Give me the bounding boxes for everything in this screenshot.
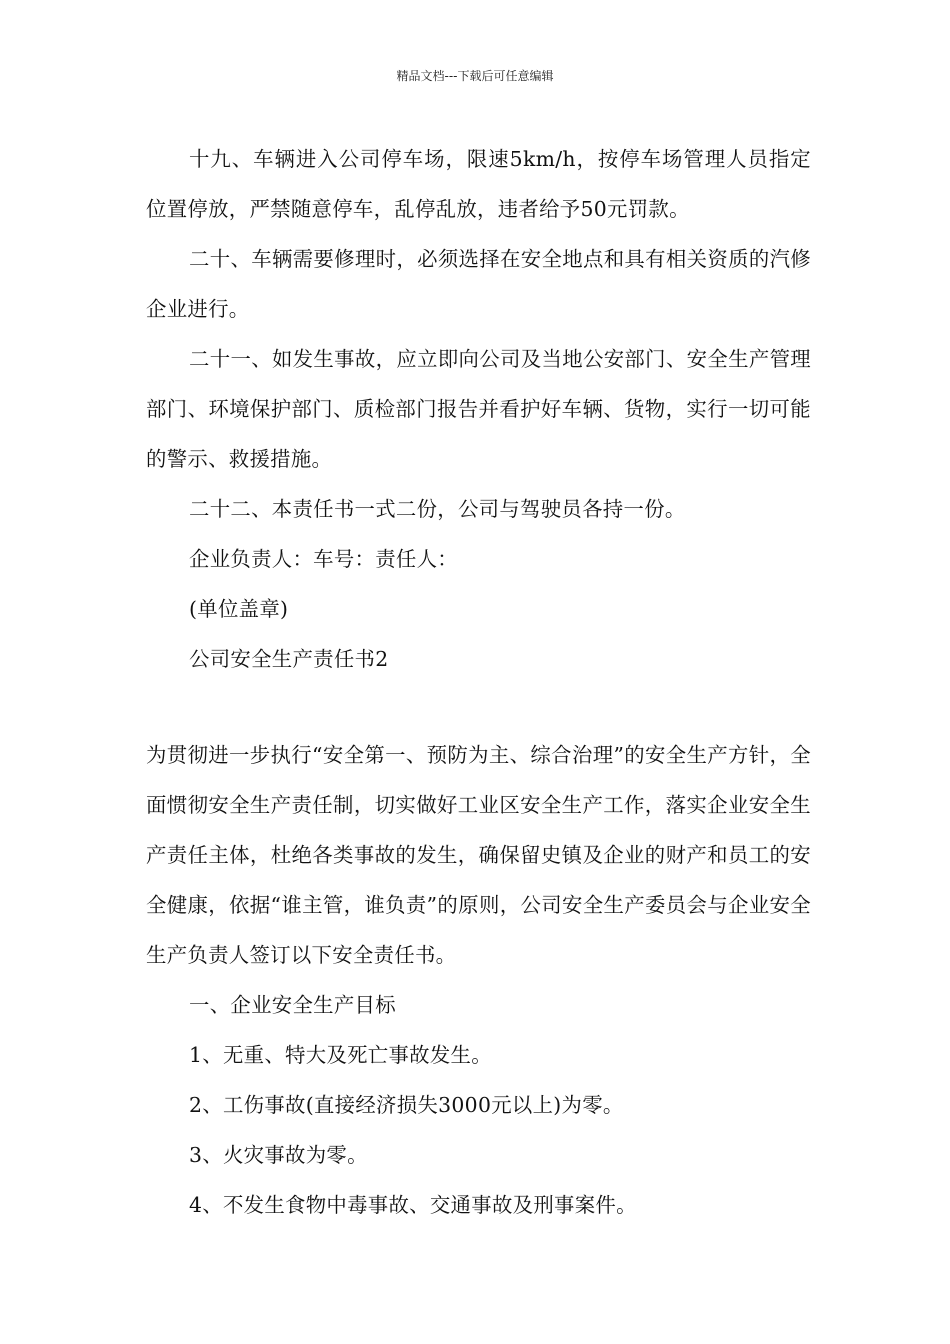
intro-paragraph: 为贯彻进一步执行“安全第一、预防为主、综合治理”的安全生产方针，全面惯彻安全生产责任制，切实做好工业区安全生产工作，落实企业安全生产责任主体，杜绝各类事故的发生，确保留史镇及企业的财产和员工的安全健康，依据“谁主管，谁负责”的原则，公司安全生产委员会与企业安全生产负责人签订以下安全责任书。 [146,743,811,967]
goal-item-3: 3、火灾事故为零。 [189,1143,368,1167]
blank-gap [146,684,811,730]
paragraph-21: 二十一、如发生事故，应立即向公司及当地公安部门、安全生产管理部门、环境保护部门、质检部门报告并看护好车辆、货物，实行一切可能的警示、救援措施。 [146,347,811,471]
signature-line: 企业负责人：车号：责任人： [189,547,458,571]
paragraph-20: 二十、车辆需要修理时，必须选择在安全地点和具有相关资质的汽修企业进行。 [146,247,811,321]
goal-item-4: 4、不发生食物中毒事故、交通事故及刑事案件。 [189,1193,637,1217]
paragraph-19: 十九、车辆进入公司停车场，限速5km/h，按停车场管理人员指定位置停放，严禁随意停车，乱停乱放，违者给予50元罚款。 [146,147,811,221]
seal-line: (单位盖章) [189,597,289,621]
page-header: 精品文档---下载后可任意编辑 [396,69,554,83]
document-body [146,134,811,1230]
goal-item-1: 1、无重、特大及死亡事故发生。 [189,1043,492,1067]
goal-heading: 一、企业安全生产目标 [189,993,396,1017]
section-title: 公司安全生产责任书2 [189,647,389,671]
goal-item-2: 2、工伤事故(直接经济损失3000元以上)为零。 [189,1093,624,1117]
paragraph-22: 二十二、本责任书一式二份，公司与驾驶员各持一份。 [189,497,686,521]
